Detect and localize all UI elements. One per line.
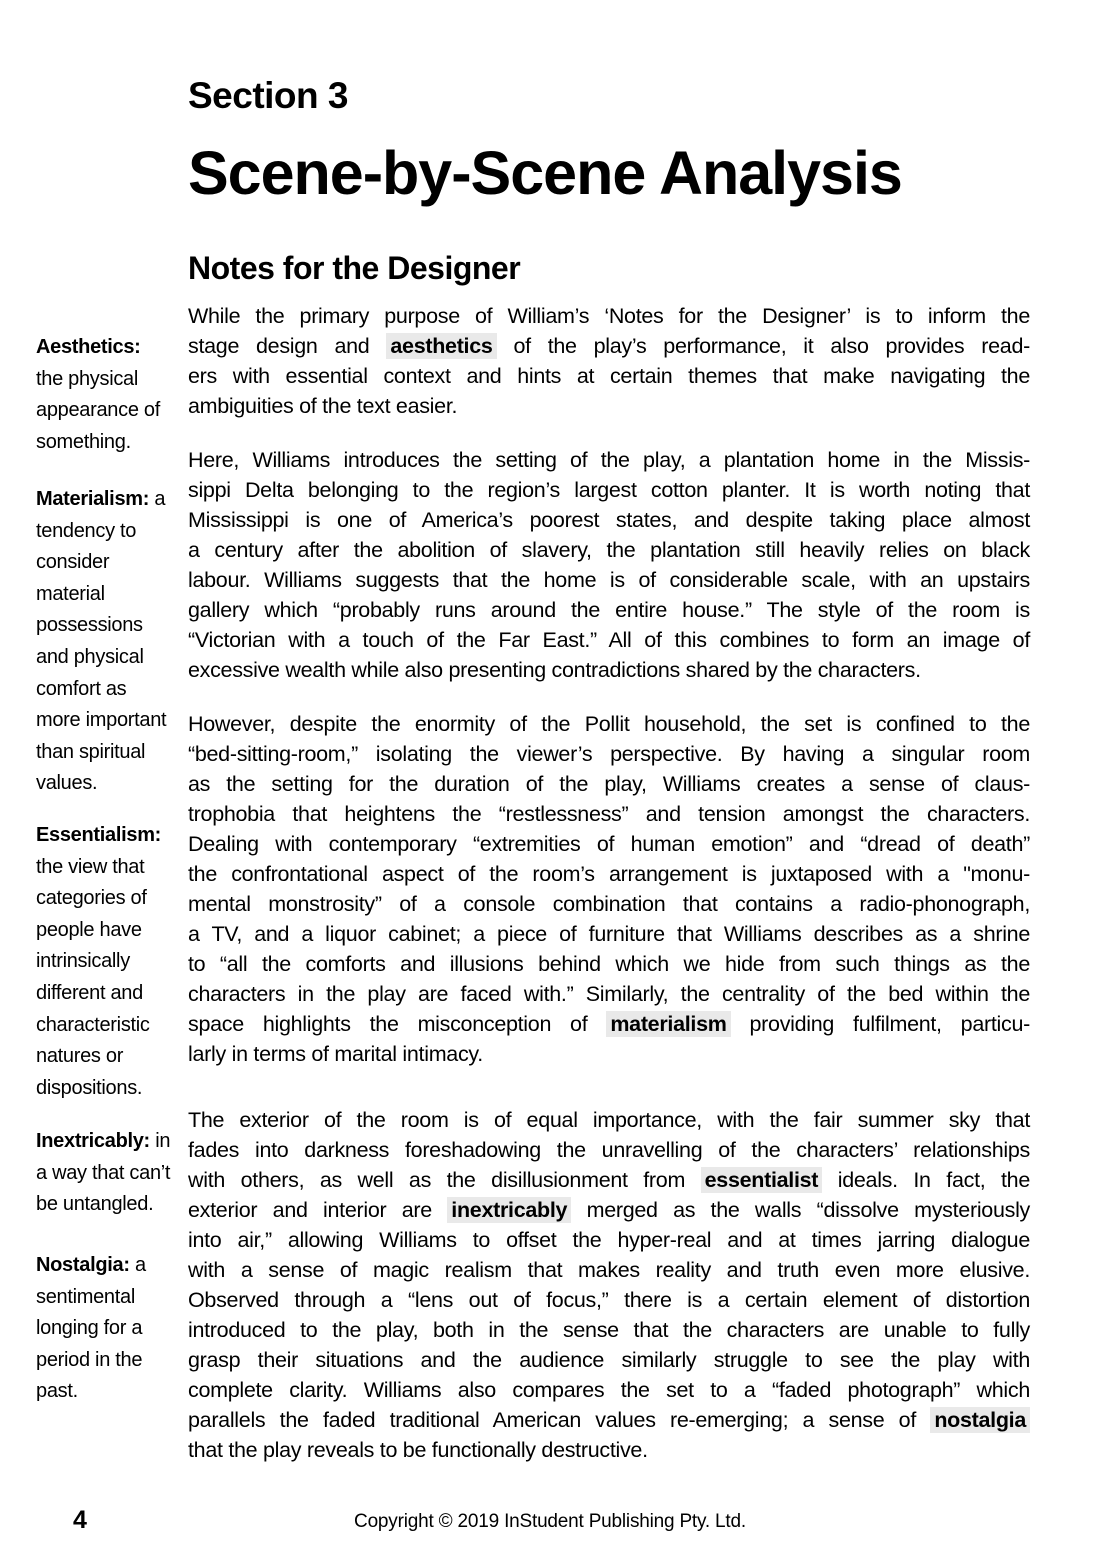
key-term-highlight: nostalgia (930, 1407, 1030, 1433)
copyright-notice: Copyright © 2019 InStudent Publishing Pty. Ltd. (354, 1511, 746, 1532)
text-line: mental monstrosity” of a console combination that contains a radio-phonograph, (188, 892, 1030, 916)
text-line: with a sense of magic realism that makes reality and truth even more elusive. (188, 1258, 1030, 1282)
paragraph (188, 1105, 1030, 1465)
margin-definitions (36, 0, 188, 1560)
text-line: to “all the comforts and illusions behind which we hide from such things as the (188, 952, 1030, 976)
text-line: trophobia that heightens the “restlessness” and tension amongst the characters. (188, 802, 1030, 826)
text-line: space highlights the misconception of materialism providing fulfilment, particu- (188, 1012, 1030, 1036)
text-line: stage design and aesthetics of the play’s performance, it also provides read- (188, 334, 1030, 358)
definition-line: than spiritual (36, 740, 146, 763)
body-text (188, 301, 1030, 1465)
definition-materialism (36, 484, 188, 800)
definition-term: Essentialism: (36, 824, 162, 846)
text-line: ambiguities of the text easier. (188, 394, 458, 418)
text-line: fades into darkness foreshadowing the unravelling of the characters’ relationships (188, 1138, 1030, 1162)
definition-line: natures or (36, 1045, 124, 1068)
definition-line: appearance of (36, 399, 160, 422)
text-line: labour. Williams suggests that the home is of considerable scale, with an upstairs (188, 568, 1030, 592)
text-line: a century after the abolition of slavery, the plantation still heavily relies on black (188, 538, 1030, 562)
key-term-highlight: materialism (606, 1011, 730, 1037)
page-number: 4 (73, 1506, 87, 1534)
text-line: parallels the faded traditional American values re-emerging; a sense of nostalgia (188, 1405, 1030, 1435)
text-line: exterior and interior are inextricably merged as the walls “dissolve mysteriously (188, 1198, 1030, 1222)
text-line: larly in terms of marital intimacy. (188, 1042, 483, 1066)
text-line: Mississippi is one of America’s poorest states, and despite taking place almost (188, 508, 1030, 532)
definition-line: Nostalgia: a (36, 1254, 146, 1276)
definition-line (36, 332, 188, 364)
text-line: characters in the play are faced with.” Similarly, the centrality of the bed within the (188, 982, 1030, 1006)
definition-term: Materialism: (36, 488, 150, 510)
definition-line: different and (36, 981, 143, 1004)
text-line: that the play reveals to be functionally destructive. (188, 1438, 648, 1462)
paragraph (188, 445, 1030, 685)
definition-line: more important (36, 709, 167, 732)
definition-line: characteristic (36, 1013, 150, 1036)
definition-line: past. (36, 1380, 78, 1403)
definition-line: values. (36, 772, 98, 795)
text-line: “Victorian with a touch of the Far East.” All of this combines to form an image of (188, 628, 1030, 652)
text-line: While the primary purpose of William’s ‘Notes for the Designer’ is to inform the (188, 304, 1030, 328)
key-term-highlight: essentialist (701, 1167, 823, 1193)
page-title: Scene-by-Scene Analysis (188, 139, 902, 207)
definition-inextricably (36, 1126, 188, 1221)
definition-line: the physical (36, 367, 139, 390)
text-line: introduced to the play, both in the sense that the characters are unable to fully (188, 1318, 1030, 1342)
definition-nostalgia (36, 1250, 188, 1408)
text-line: sippi Delta belonging to the region’s largest cotton planter. It is worth noting that (188, 478, 1030, 502)
definition-term: Aesthetics: (36, 336, 141, 358)
definition-term: Nostalgia: (36, 1254, 130, 1276)
text-line: complete clarity. Williams also compares the set to a “faded photograph” which (188, 1378, 1030, 1402)
text-line: with others, as well as the disillusionment from essentialist ideals. In fact, the (188, 1168, 1030, 1192)
text-line: into air,” allowing Williams to offset the hyper-real and at times jarring dialogue (188, 1228, 1030, 1252)
text-line: Dealing with contemporary “extremities of human emotion” and “dread of death” (188, 832, 1030, 856)
text-line: “bed-sitting-room,” isolating the viewer’s perspective. By having a singular room (188, 742, 1030, 766)
definition-line: intrinsically (36, 950, 130, 973)
definition-term: Inextricably: (36, 1130, 150, 1152)
definition-line: people have (36, 918, 142, 941)
text-line: ers with essential context and hints at certain themes that make navigating the (188, 364, 1030, 388)
definition-line: Inextricably: in (36, 1130, 171, 1152)
text-line: the confrontational aspect of the room’s arrangement is juxtaposed with a "monu- (188, 862, 1030, 886)
text-line: as the setting for the duration of the play, Williams creates a sense of claus- (188, 772, 1030, 796)
text-line: However, despite the enormity of the Pollit household, the set is confined to the (188, 712, 1030, 736)
definition-line: consider (36, 551, 110, 574)
key-term-highlight: aesthetics (386, 333, 496, 359)
definition-line: a way that can’t (36, 1161, 171, 1184)
paragraph (188, 709, 1030, 1069)
definition-line: period in the (36, 1348, 143, 1371)
definition-line: Materialism: a (36, 488, 166, 510)
definition-line: be untangled. (36, 1193, 154, 1216)
text-line: gallery which “probably runs around the entire house.” The style of the room is (188, 598, 1030, 622)
definition-line: longing for a (36, 1317, 143, 1340)
definition-line: something. (36, 430, 131, 453)
definition-line: the view that (36, 855, 145, 878)
definition-essentialism (36, 820, 188, 1104)
text-line: excessive wealth while also presenting contradictions shared by the characters. (188, 658, 921, 682)
text-line: Here, Williams introduces the setting of the play, a plantation home in the Missis- (188, 448, 1030, 472)
definition-line: comfort as (36, 677, 127, 700)
section-label: Section 3 (188, 75, 348, 116)
definition-line: possessions (36, 614, 143, 637)
page-subtitle: Notes for the Designer (188, 250, 521, 286)
text-line: Observed through a “lens out of focus,” there is a certain element of distortion (188, 1288, 1030, 1312)
definition-line (36, 820, 188, 852)
definition-line: categories of (36, 887, 147, 910)
definition-line: material (36, 582, 105, 605)
definition-line: dispositions. (36, 1076, 143, 1099)
text-line: grasp their situations and the audience similarly struggle to see the play with (188, 1348, 1030, 1372)
paragraph (188, 301, 1030, 421)
definition-aesthetics (36, 332, 188, 458)
definition-line: and physical (36, 645, 144, 668)
definition-line: sentimental (36, 1285, 135, 1308)
definition-line: tendency to (36, 519, 137, 542)
main-column (188, 0, 1030, 1465)
text-line: a TV, and a liquor cabinet; a piece of furniture that Williams describes as a shrine (188, 922, 1030, 946)
key-term-highlight: inextricably (447, 1197, 571, 1223)
text-line: The exterior of the room is of equal importance, with the fair summer sky that (188, 1108, 1030, 1132)
